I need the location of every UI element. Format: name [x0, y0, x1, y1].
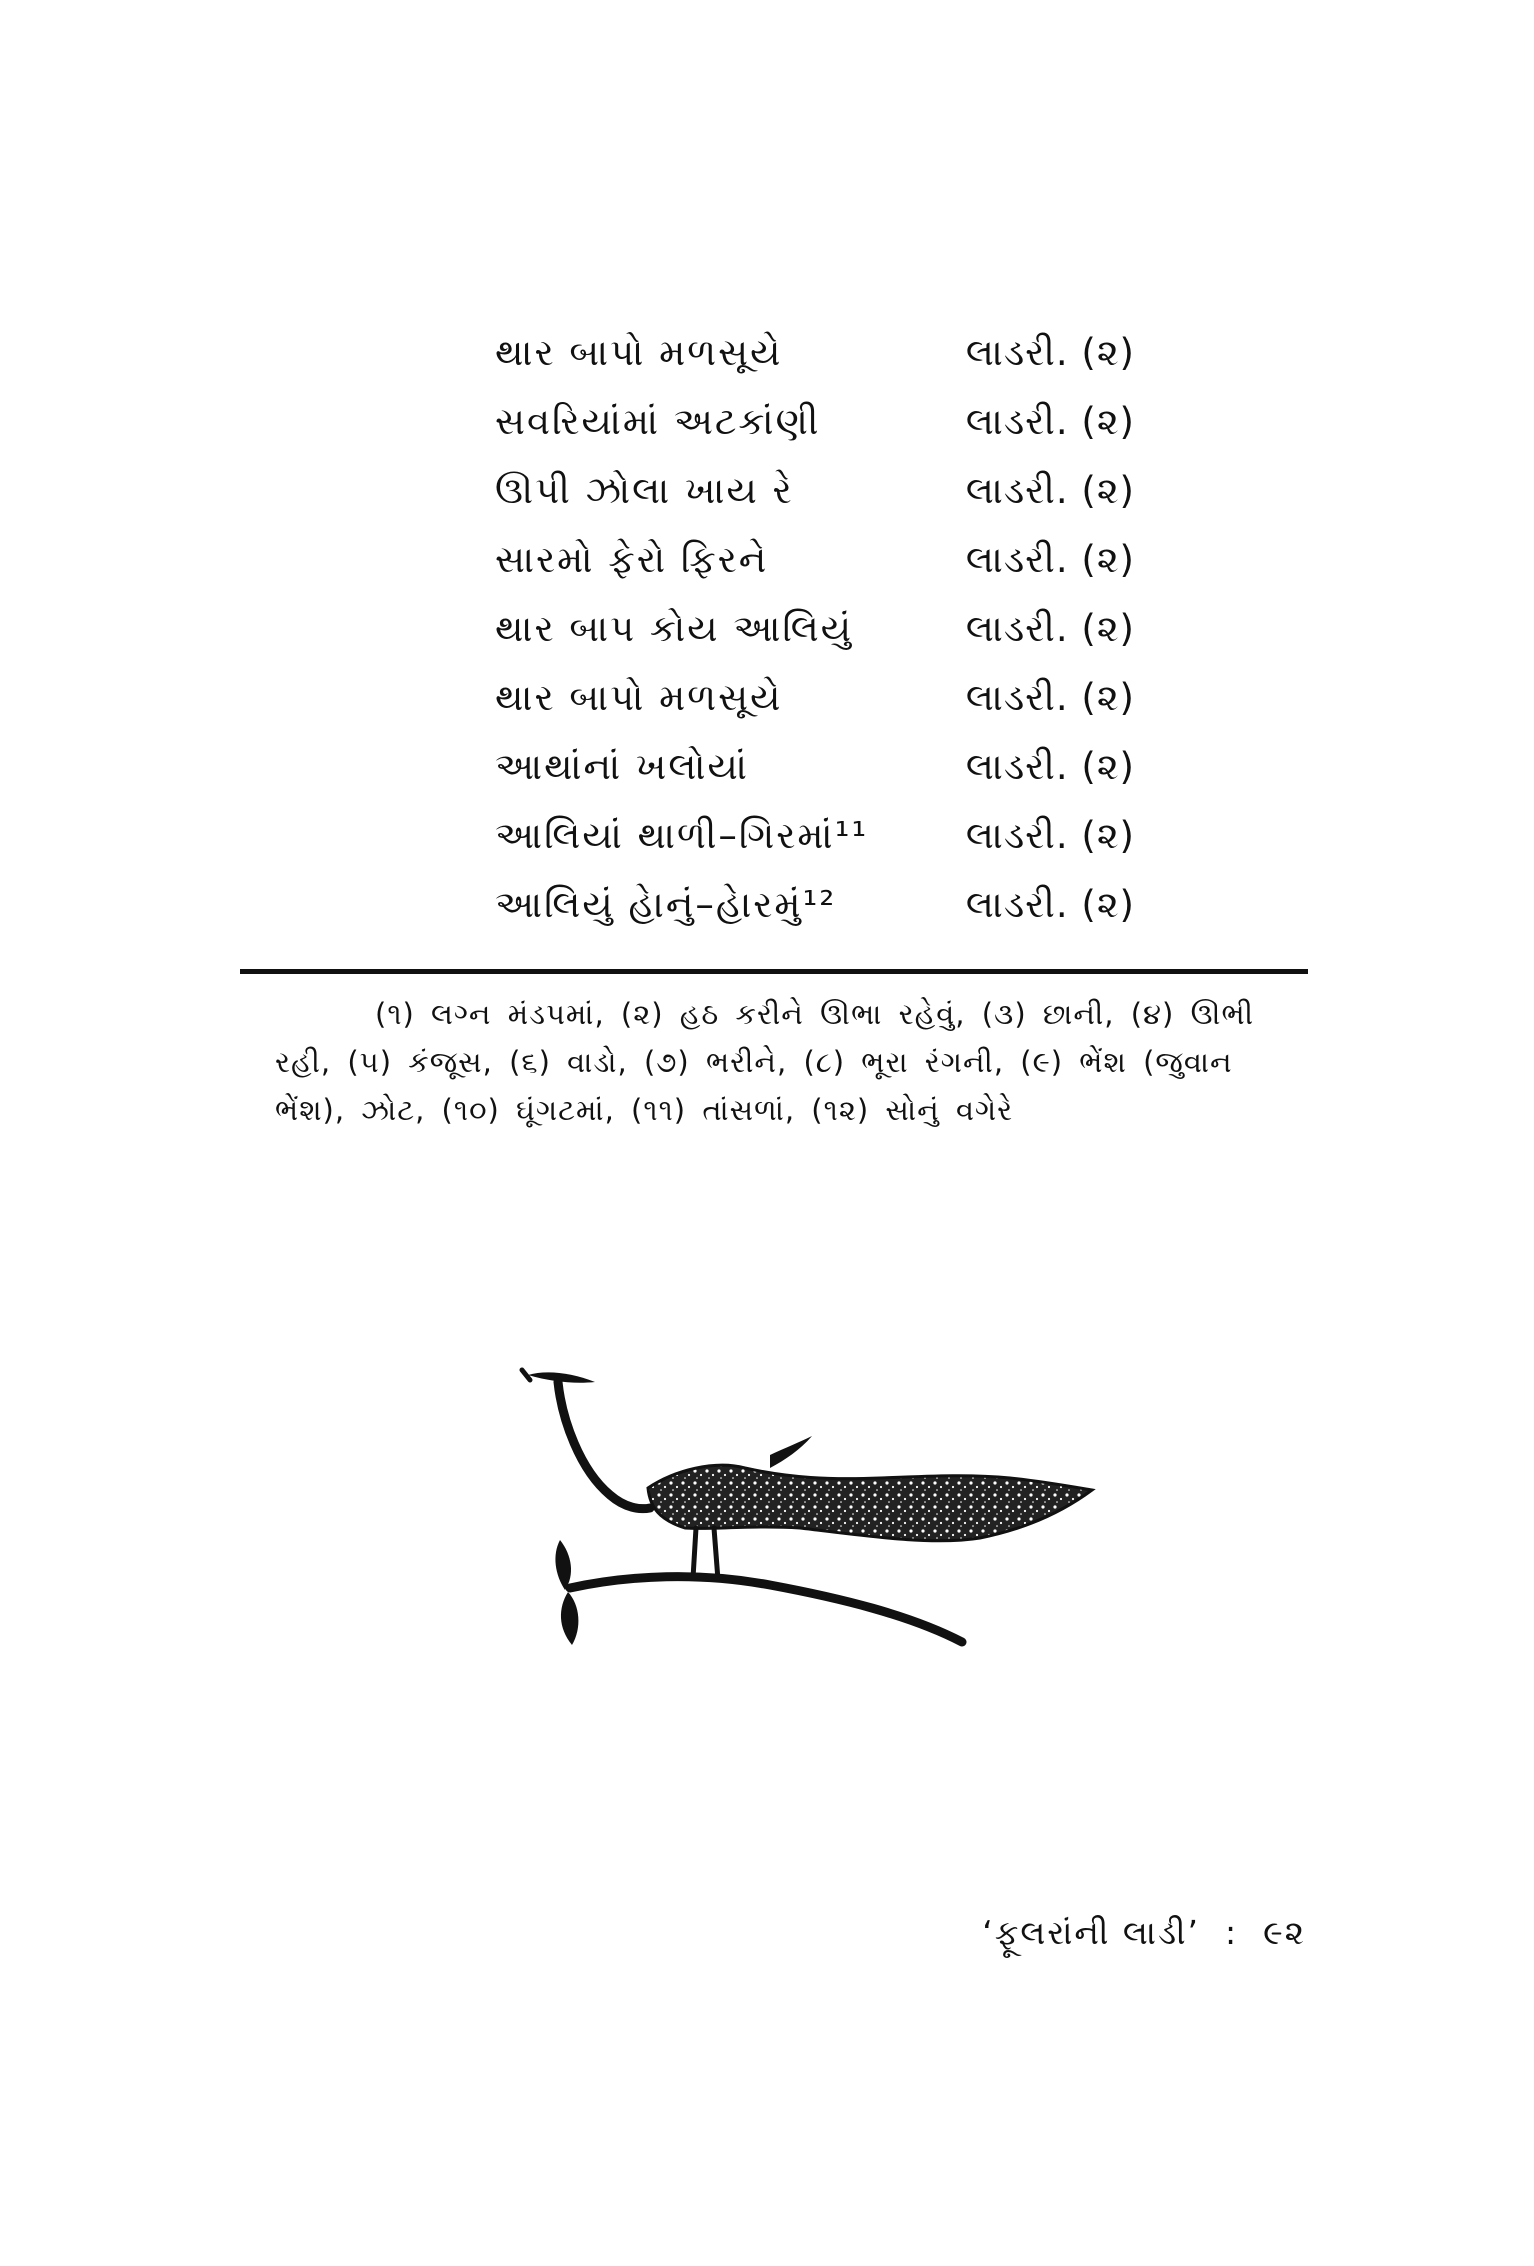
verse-line-text: આલિયું હેાનું–હેારમું¹² [495, 883, 837, 926]
verse-block [495, 318, 1135, 939]
peacock-legs [693, 1528, 718, 1580]
verse-line [495, 663, 1135, 732]
verse-line [495, 387, 1135, 456]
verse-line-refrain: લાડરી. (૨) [965, 469, 1135, 512]
verse-line-text: સવરિયાંમાં અટકાંણી [495, 400, 821, 443]
verse-line-text: થાર બાપો મળસૂયે [495, 676, 783, 719]
verse-line [495, 801, 1135, 870]
verse-line [495, 525, 1135, 594]
verse-line [495, 732, 1135, 801]
footnotes: (૧) લગ્ન મંડપમાં, (૨) હઠ કરીને ઊભા રહેવું, (૩) છાની, (૪) ઊભી રહી, (૫) કંજૂસ, (૬) વાડો, (૭) ભરીને, (૮) ભૂરા રંગની, (૯) ભેંશ (જુવાન ભેંશ), ઝોટ, (૧૦) ઘૂંગટમાં, (૧૧) તાંસળાં, (૧૨) સોનું વગેરે [275, 997, 1255, 1127]
verse-line [495, 594, 1135, 663]
footnote-divider [240, 969, 1308, 974]
verse-line [495, 870, 1135, 939]
verse-line-text: થાર બાપો મળસૂયે [495, 331, 783, 374]
verse-line-refrain: લાડરી. (૨) [965, 814, 1135, 857]
verse-line-text: થાર બાપ કોય આલિયું [495, 607, 854, 650]
verse-line-text: સારમો ફેરો ફિરને [495, 538, 769, 581]
leaf-upper [555, 1540, 571, 1590]
branch [570, 1577, 962, 1642]
verse-line-refrain: લાડરી. (૨) [965, 607, 1135, 650]
verse-line [495, 318, 1135, 387]
verse-line-refrain: લાડરી. (૨) [965, 676, 1135, 719]
page-footer: ‘ફૂલરાંની લાડી’ : ૯૨ [982, 1913, 1306, 1952]
verse-line-refrain: લાડરી. (૨) [965, 331, 1135, 374]
peacock-illustration [500, 1360, 1120, 1680]
verse-line-text: આથાંનાં ખલોયાં [495, 745, 749, 788]
verse-line-text: આલિયાં થાળી–ગિરમાં¹¹ [495, 814, 869, 857]
leaf-lower [561, 1592, 578, 1645]
verse-line [495, 456, 1135, 525]
verse-line-refrain: લાડરી. (૨) [965, 883, 1135, 926]
peacock-neck [558, 1382, 650, 1509]
verse-line-refrain: લાડરી. (૨) [965, 745, 1135, 788]
verse-line-text: ઊપી ઝોલા ખાય રે [495, 469, 794, 512]
verse-line-refrain: લાડરી. (૨) [965, 400, 1135, 443]
verse-line-refrain: લાડરી. (૨) [965, 538, 1135, 581]
